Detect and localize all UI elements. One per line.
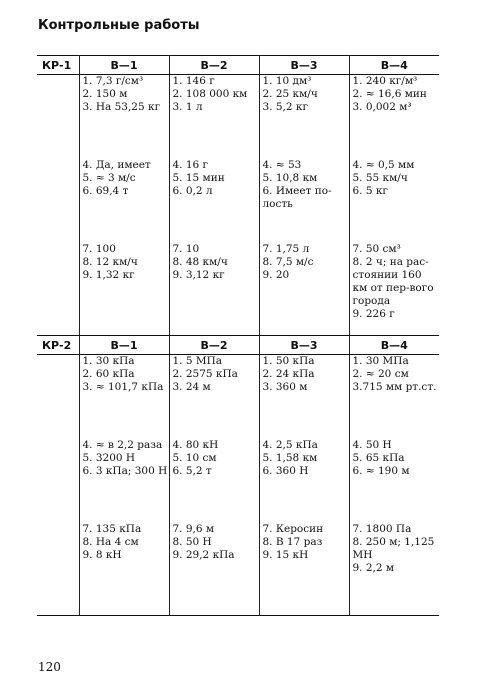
work-header-row	[37, 336, 439, 355]
work-header-row	[37, 56, 439, 75]
answer: 7. 1,75 л	[262, 243, 310, 255]
answer-group	[83, 523, 166, 615]
answer: 5. 65 кПа	[352, 452, 405, 464]
answer: 9. 8 кН	[82, 549, 122, 561]
answer-group	[263, 355, 346, 439]
answer: 6. 69,4 т	[82, 185, 129, 197]
answer: 4. 2,5 кПа	[262, 439, 318, 451]
variant-answers	[259, 355, 349, 616]
answer-group	[173, 355, 256, 439]
answer: 2. ≈ 20 см	[352, 368, 409, 380]
answer: 7. 9,6 м	[172, 523, 215, 535]
answer-group	[353, 523, 437, 615]
variant-header: В—1	[79, 56, 169, 75]
answer: 2. 60 кПа	[82, 368, 135, 380]
work-label: КР-2	[37, 336, 79, 355]
answer-group	[263, 439, 346, 523]
answer: 6. ≈ 190 м	[352, 465, 410, 477]
variant-answers	[169, 355, 259, 616]
variant-header: В—4	[349, 336, 439, 355]
answer: 8. 7,5 м/с	[262, 256, 314, 268]
answer-group	[83, 243, 166, 335]
answer: 9. 226 г	[352, 308, 395, 320]
answer-group	[263, 75, 346, 159]
answer: 4. 16 г	[172, 159, 209, 171]
answer: 4. ≈ 0,5 мм	[352, 159, 415, 171]
page-title: Контрольные работы	[38, 18, 200, 33]
answer: 2. 150 м	[82, 88, 128, 100]
answer: 1. 5 МПа	[172, 355, 223, 367]
answer: 9. 2,2 м	[352, 562, 395, 574]
answer: 7. 50 см³	[352, 243, 401, 255]
variant-header: В—2	[169, 336, 259, 355]
answer: 2. 2575 кПа	[172, 368, 238, 380]
answer: 1. 10 дм³	[262, 75, 312, 87]
answer-group	[173, 243, 256, 335]
answer: 2. 108 000 км	[172, 88, 248, 100]
answer: 4. Да, имеет	[82, 159, 151, 171]
answer: 4. ≈ 53	[262, 159, 302, 171]
answer-group	[353, 75, 437, 159]
answer: 5. 3200 Н	[82, 452, 136, 464]
answer: 5. 55 км/ч	[352, 172, 408, 184]
answer: 3. 1 л	[172, 101, 203, 113]
answer: 2. 24 кПа	[262, 368, 315, 380]
page-number: 120	[38, 660, 61, 674]
answer: 7. 1800 Па	[352, 523, 412, 535]
answer: 9. 20	[262, 269, 290, 281]
answers-row	[37, 75, 439, 336]
answer: 4. ≈ в 2,2 раза	[82, 439, 163, 451]
answer: 7. 100	[82, 243, 116, 255]
answer: 6. 3 кПа; 300 Н	[82, 465, 168, 477]
variant-header: В—3	[259, 336, 349, 355]
answer: 8. 48 км/ч	[172, 256, 228, 268]
answer-group	[263, 243, 346, 335]
answer: 5. 10 см	[172, 452, 217, 464]
answer-group	[173, 75, 256, 159]
answer: 9. 15 кН	[262, 549, 309, 561]
answer: 8. 2 ч; на рас-стоянии 160 км от пер-вого города	[352, 256, 434, 307]
work-label: КР-1	[37, 56, 79, 75]
answer-group	[263, 159, 346, 243]
answer: 5. 10,8 км	[262, 172, 318, 184]
answer-group	[353, 355, 437, 439]
answer: 2. ≈ 16,6 мин	[352, 88, 427, 100]
answer: 3.715 мм рт.ст.	[352, 381, 437, 393]
answer-group	[83, 439, 166, 523]
answer: 6. 5 кг	[352, 185, 388, 197]
answer: 1. 240 кг/м³	[352, 75, 418, 87]
variant-answers	[169, 75, 259, 336]
answer: 3. 0,002 м³	[352, 101, 412, 113]
answer: 7. 135 кПа	[82, 523, 142, 535]
answer: 3. 24 м	[172, 381, 211, 393]
answer: 4. 80 кН	[172, 439, 219, 451]
variant-header: В—1	[79, 336, 169, 355]
answer: 1. 50 кПа	[262, 355, 315, 367]
variant-answers	[79, 355, 169, 616]
answer: 8. На 4 см	[82, 536, 139, 548]
answer: 1. 146 г	[172, 75, 215, 87]
variant-header: В—4	[349, 56, 439, 75]
answer: 8. 12 км/ч	[82, 256, 138, 268]
variant-answers	[349, 75, 439, 336]
answer: 3. 5,2 кг	[262, 101, 308, 113]
answer: 1. 30 МПа	[352, 355, 409, 367]
answer: 6. 0,2 л	[172, 185, 213, 197]
answer-group	[83, 355, 166, 439]
variant-header: В—3	[259, 56, 349, 75]
answer: 3. 360 м	[262, 381, 308, 393]
answer-group	[83, 75, 166, 159]
answer-group	[83, 159, 166, 243]
variant-answers	[259, 75, 349, 336]
answer: 8. В 17 раз	[262, 536, 323, 548]
answer-group	[353, 243, 437, 335]
answer: 5. 15 мин	[172, 172, 225, 184]
answer: 1. 7,3 г/см³	[82, 75, 144, 87]
answer: 6. 5,2 т	[172, 465, 212, 477]
variant-answers	[349, 355, 439, 616]
answer: 3. ≈ 101,7 кПа	[82, 381, 164, 393]
answer: 6. Имеет по-лость	[262, 185, 332, 210]
label-spacer	[37, 75, 79, 336]
answer: 4. 50 Н	[352, 439, 392, 451]
answer: 1. 30 кПа	[82, 355, 135, 367]
answer: 9. 3,12 кг	[172, 269, 225, 281]
answer: 9. 29,2 кПа	[172, 549, 235, 561]
answer: 8. 250 м; 1,125 МН	[352, 536, 435, 561]
answers-table	[37, 55, 439, 616]
variant-header: В—2	[169, 56, 259, 75]
answer: 2. 25 км/ч	[262, 88, 318, 100]
answer: 7. 10	[172, 243, 200, 255]
answer-group	[353, 159, 437, 243]
answer: 7. Керосин	[262, 523, 324, 535]
label-spacer	[37, 355, 79, 616]
answer: 6. 360 Н	[262, 465, 309, 477]
answers-row	[37, 355, 439, 616]
answer-group	[353, 439, 437, 523]
answer-group	[173, 523, 256, 615]
answer: 8. 50 Н	[172, 536, 212, 548]
answer: 9. 1,32 кг	[82, 269, 135, 281]
answer: 5. ≈ 3 м/с	[82, 172, 136, 184]
answer: 5. 1,58 км	[262, 452, 318, 464]
variant-answers	[79, 75, 169, 336]
answer-group	[173, 159, 256, 243]
answer-group	[173, 439, 256, 523]
answer-group	[263, 523, 346, 615]
answer: 3. На 53,25 кг	[82, 101, 161, 113]
